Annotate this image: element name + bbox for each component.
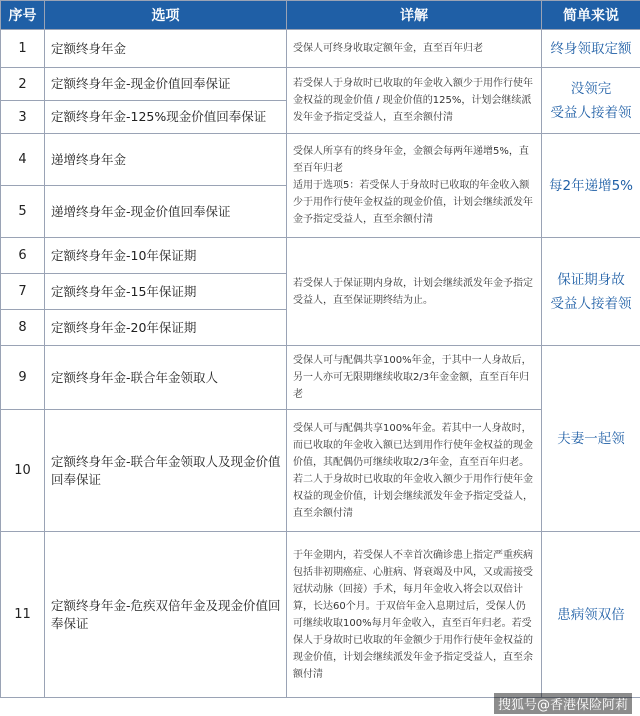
row-option: 递增终身年金 (45, 134, 287, 186)
row-summary: 患病领双倍 (542, 532, 640, 698)
row-summary: 每2年递增5% (542, 134, 640, 238)
row-detail: 若受保人于身故时已收取的年金收入额少于用作行使年金权益的现金价值 / 现金价值的125%，计划会继续派发年金予指定受益人，直至余额付清 (287, 68, 542, 134)
row-number: 4 (1, 134, 45, 186)
row-option: 定额终身年金-10年保证期 (45, 238, 287, 274)
row-detail: 于年金期内，若受保人不幸首次确诊患上指定严重疾病包括非初期癌症、心脏病、肾衰竭及中风，又或需接受冠状动脉（回接）手术，每月年金收入将会以双倍计算，长达60个月。于双倍年金入息期过后，受保人仍可继续收取100%每月年金收入，直至百年归老。若受保人于身故时已收取的年金额少于用作行使年金权益的现金价值，计划会继续派发年金予指定受益人，直至余额付清 (287, 532, 542, 698)
row-option: 定额终身年金-联合年金领取人及现金价值回奉保证 (45, 410, 287, 532)
row-number: 6 (1, 238, 45, 274)
row-detail: 若受保人于保证期内身故，计划会继续派发年金予指定受益人，直至保证期终结为止。 (287, 238, 542, 346)
header-no: 序号 (1, 1, 45, 30)
row-detail: 受保人可与配偶共享100%年金。若其中一人身故时，而已收取的年金收入额已达到用作行使年金权益的现金价值，其配偶仍可继续收取2/3年金，直至百年归老。若二人于身故时已收取的年金收入额少于用作行使年金权益的现金价值，计划会继续派发年金予指定受益人，直至余额付清 (287, 410, 542, 532)
header-summary: 简单来说 (542, 1, 640, 30)
row-summary: 没领完 受益人接着领 (542, 68, 640, 134)
row-number: 3 (1, 101, 45, 134)
row-detail: 受保人所享有的终身年金，金额会每两年递增5%，直至百年归老 适用于选项5：若受保人于身故时已收取的年金收入额少于用作行使年金权益的现金价值，计划会继续派发年金予指定受益人，直至余额付清 (287, 134, 542, 238)
table-row (1, 346, 640, 410)
header-option: 选项 (45, 1, 287, 30)
row-number: 1 (1, 30, 45, 68)
row-summary: 夫妻一起领 (542, 346, 640, 532)
table-row (1, 30, 640, 68)
table-row (1, 134, 640, 186)
row-summary: 保证期身故 受益人接着领 (542, 238, 640, 346)
row-option: 定额终身年金-20年保证期 (45, 310, 287, 346)
row-number: 5 (1, 186, 45, 238)
table-row (1, 68, 640, 101)
watermark: 搜狐号@香港保险阿莉 (494, 693, 632, 714)
row-option: 定额终身年金-危疾双倍年金及现金价值回奉保证 (45, 532, 287, 698)
row-option: 定额终身年金 (45, 30, 287, 68)
row-number: 11 (1, 532, 45, 698)
row-summary: 终身领取定额 (542, 30, 640, 68)
header-detail: 详解 (287, 1, 542, 30)
table-row (1, 532, 640, 698)
row-option: 递增终身年金-现金价值回奉保证 (45, 186, 287, 238)
row-option: 定额终身年金-125%现金价值回奉保证 (45, 101, 287, 134)
row-number: 9 (1, 346, 45, 410)
row-detail: 受保人可终身收取定额年金，直至百年归老 (287, 30, 542, 68)
table-row (1, 238, 640, 274)
row-number: 10 (1, 410, 45, 532)
row-option: 定额终身年金-联合年金领取人 (45, 346, 287, 410)
table-header-row (1, 1, 640, 30)
row-number: 7 (1, 274, 45, 310)
row-detail: 受保人可与配偶共享100%年金，于其中一人身故后，另一人亦可无限期继续收取2/3年金金额，直至百年归老 (287, 346, 542, 410)
row-number: 2 (1, 68, 45, 101)
row-option: 定额终身年金-15年保证期 (45, 274, 287, 310)
row-number: 8 (1, 310, 45, 346)
row-option: 定额终身年金-现金价值回奉保证 (45, 68, 287, 101)
